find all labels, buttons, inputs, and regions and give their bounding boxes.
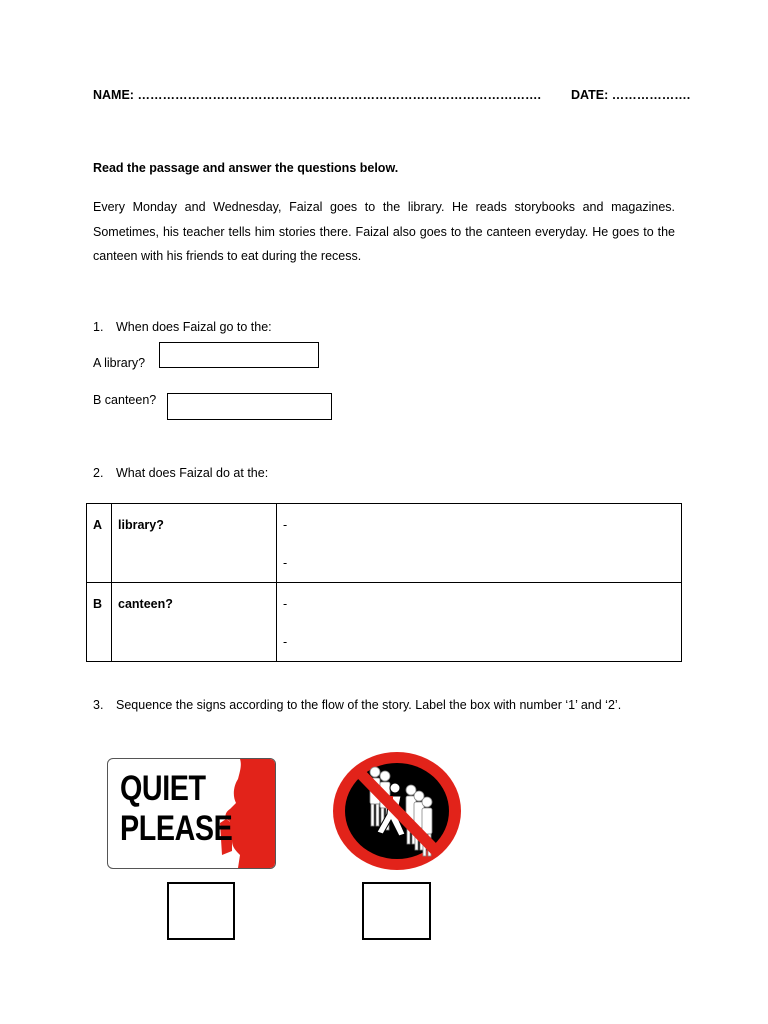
question-2 bbox=[93, 466, 268, 480]
quiet-please-sign bbox=[107, 758, 276, 869]
row-letter: A bbox=[93, 518, 103, 532]
date-field-label: DATE: ………………. bbox=[571, 88, 691, 102]
answer-dash: - bbox=[283, 556, 288, 570]
label-box-2[interactable] bbox=[362, 882, 431, 940]
row-place-cell bbox=[112, 583, 277, 662]
question-1-number: 1. bbox=[93, 320, 104, 334]
table-row bbox=[87, 504, 682, 583]
row-place: library? bbox=[118, 518, 164, 532]
question-2-table bbox=[86, 503, 682, 662]
question-1b-label: B canteen? bbox=[93, 393, 157, 407]
answer-cell-a[interactable] bbox=[277, 504, 682, 583]
no-crowd-sign bbox=[331, 750, 463, 872]
row-letter-cell bbox=[87, 504, 112, 583]
sign-line-2: PLEASE bbox=[120, 809, 233, 848]
name-field-label: NAME: ……………………………………………………………………………………. bbox=[93, 88, 541, 102]
question-1 bbox=[93, 320, 272, 334]
row-place-cell bbox=[112, 504, 277, 583]
question-3 bbox=[93, 698, 621, 712]
question-1-text: When does Faizal go to the: bbox=[116, 320, 272, 334]
reading-passage: Every Monday and Wednesday, Faizal goes to the library. He reads storybooks and magazines. Sometimes, his teacher tells him stories there. Faizal also goes to the canteen everyday. He goes to the canteen with his friends to eat during the recess. bbox=[93, 200, 675, 263]
question-3-text: Sequence the signs according to the flow of the story. Label the box with number ‘1’ and ‘2’. bbox=[116, 698, 622, 712]
row-letter: B bbox=[93, 597, 103, 611]
answer-dash: - bbox=[283, 518, 288, 532]
answer-dash: - bbox=[283, 597, 288, 611]
question-3-number: 3. bbox=[93, 698, 104, 712]
sign-line-1: QUIET bbox=[120, 769, 206, 808]
quiet-please-text bbox=[120, 769, 232, 849]
no-crowd-icon bbox=[331, 750, 463, 872]
answer-box-1a[interactable] bbox=[159, 342, 319, 368]
answer-box-1b[interactable] bbox=[167, 393, 332, 420]
answer-dash: - bbox=[283, 635, 288, 649]
question-2-text: What does Faizal do at the: bbox=[116, 466, 269, 480]
question-1a-label: A library? bbox=[93, 356, 146, 370]
row-letter-cell bbox=[87, 583, 112, 662]
label-box-1[interactable] bbox=[167, 882, 235, 940]
instruction-text: Read the passage and answer the questions below. bbox=[93, 161, 399, 175]
answer-cell-b[interactable] bbox=[277, 583, 682, 662]
question-2-number: 2. bbox=[93, 466, 104, 480]
row-place: canteen? bbox=[118, 597, 173, 611]
table-row bbox=[87, 583, 682, 662]
